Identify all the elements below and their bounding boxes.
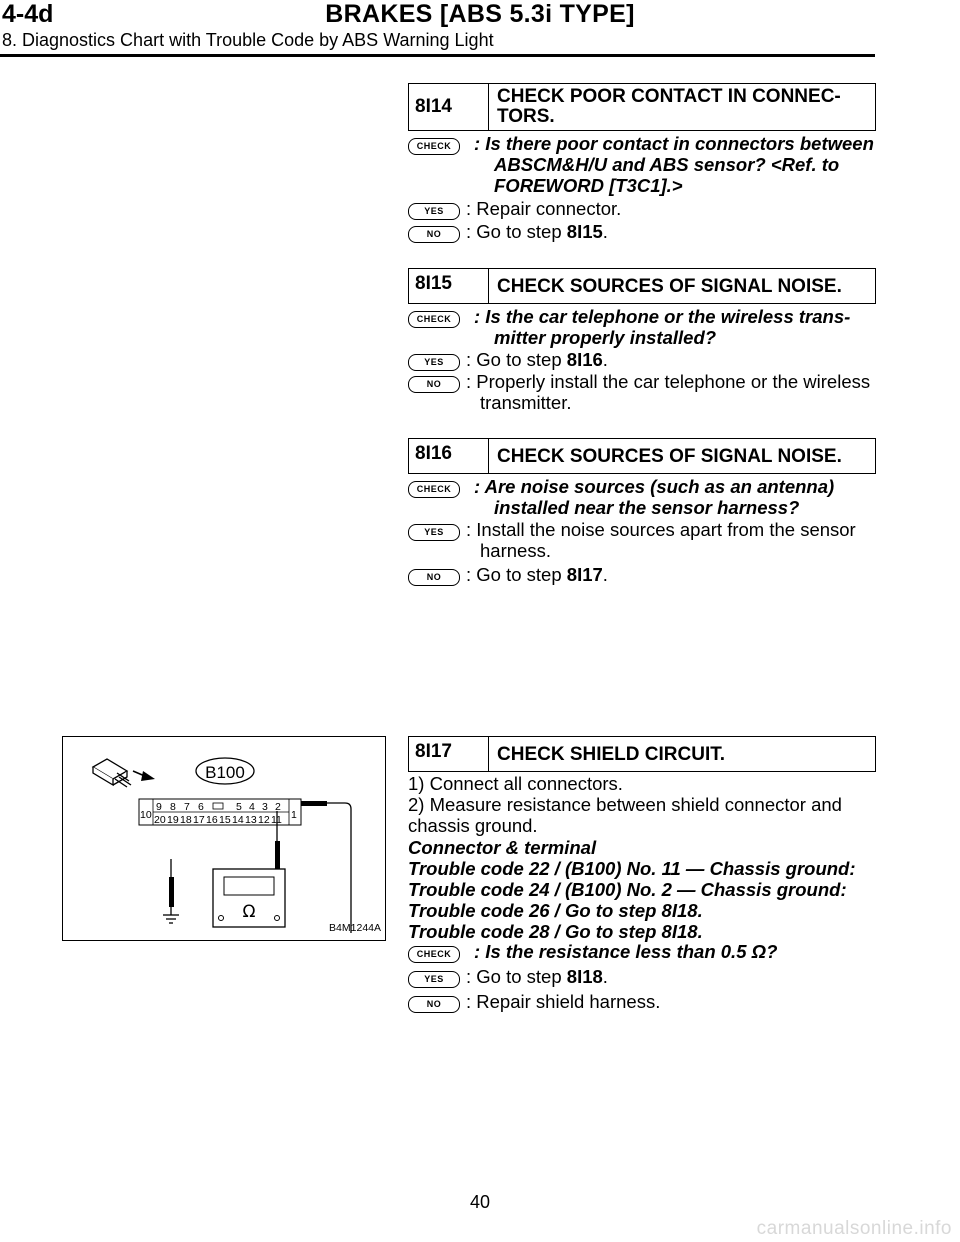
step-8i14-yes-answer: : Repair connector. bbox=[466, 198, 622, 219]
check-badge-icon: CHECK bbox=[408, 138, 460, 155]
yes-badge-icon: YES bbox=[408, 354, 460, 371]
wiring-diagram-figure bbox=[62, 736, 386, 941]
section-number: 4-4d bbox=[2, 0, 54, 28]
step-8i15-question-line1: : Is the car telephone or the wireless trans- bbox=[474, 306, 851, 327]
step-8i14-question-line2: ABSCM&H/U and ABS sensor? <Ref. to bbox=[494, 154, 840, 175]
pin-label: 11 bbox=[271, 814, 282, 826]
pin-label: 2 bbox=[275, 801, 281, 813]
step-8i17-question: : Is the resistance less than 0.5 Ω? bbox=[474, 941, 778, 962]
answer-prefix: : Go to step bbox=[466, 564, 567, 585]
step-8i16-yes-answer-line1: : Install the noise sources apart from the sensor bbox=[466, 519, 856, 540]
pin-label: 17 bbox=[193, 814, 205, 826]
answer-prefix: : Go to step bbox=[466, 349, 567, 370]
connector-terminal-heading: Connector & terminal bbox=[408, 837, 597, 858]
yes-badge-icon: YES bbox=[408, 971, 460, 988]
connector-label: B100 bbox=[205, 763, 245, 782]
step-8i17-instruction-1: 1) Connect all connectors. bbox=[408, 773, 623, 794]
step-8i17-yes-answer bbox=[466, 966, 878, 987]
pin-label: 3 bbox=[262, 801, 268, 813]
step-title-line2: TORS. bbox=[497, 106, 555, 127]
step-link-8i18[interactable]: 8I18 bbox=[566, 966, 603, 987]
step-link-8i15[interactable]: 8I15 bbox=[566, 221, 603, 242]
step-title-line1: CHECK POOR CONTACT IN CONNEC- bbox=[497, 86, 841, 107]
figure-code: B4M1244A bbox=[329, 922, 381, 934]
no-badge-icon: NO bbox=[408, 569, 460, 586]
pin-label: 12 bbox=[258, 814, 270, 826]
answer-suffix: . bbox=[602, 564, 608, 585]
step-title: CHECK SHIELD CIRCUIT. bbox=[497, 744, 726, 765]
pin-label: 20 bbox=[154, 814, 166, 826]
step-number: 8I14 bbox=[409, 84, 489, 130]
pin-label: 1 bbox=[291, 809, 297, 821]
check-badge-icon: CHECK bbox=[408, 311, 460, 328]
step-8i17-instruction-2-line2: chassis ground. bbox=[408, 815, 538, 836]
page-header bbox=[0, 0, 960, 60]
pin-label: 9 bbox=[156, 801, 162, 813]
pin-label: 10 bbox=[140, 809, 152, 821]
page-title: BRAKES [ABS 5.3i TYPE] bbox=[325, 0, 635, 28]
pin-label: 15 bbox=[219, 814, 231, 826]
check-badge-icon: CHECK bbox=[408, 481, 460, 498]
ground-icon bbox=[163, 915, 179, 923]
step-8i14-no-answer bbox=[466, 221, 878, 242]
step-8i16-yes-answer-line2: harness. bbox=[480, 540, 551, 561]
ohmmeter-icon bbox=[213, 869, 285, 927]
yes-badge-icon: YES bbox=[408, 524, 460, 541]
step-8i16-question-line1: : Are noise sources (such as an antenna) bbox=[474, 476, 835, 497]
trouble-code-line: Trouble code 26 / Go to step 8I18. bbox=[408, 900, 703, 921]
wiring-diagram bbox=[63, 737, 384, 939]
step-number: 8I17 bbox=[409, 737, 489, 771]
trouble-code-line: Trouble code 24 / (B100) No. 2 — Chassis ground: bbox=[408, 879, 847, 900]
step-8i17-no-answer: : Repair shield harness. bbox=[466, 991, 661, 1012]
pin-label: 18 bbox=[180, 814, 192, 826]
pin-label: 13 bbox=[245, 814, 257, 826]
step-8i15-question-line2: mitter properly installed? bbox=[494, 327, 717, 348]
check-badge-icon: CHECK bbox=[408, 946, 460, 963]
page-number: 40 bbox=[469, 1192, 491, 1212]
pin-label: 4 bbox=[249, 801, 255, 813]
step-number: 8I15 bbox=[409, 269, 489, 303]
pin-label: 7 bbox=[184, 801, 190, 813]
ohm-symbol: Ω bbox=[242, 902, 256, 922]
pin-label: 5 bbox=[236, 801, 242, 813]
answer-suffix: . bbox=[602, 966, 608, 987]
watermark: carmanualsonline.info bbox=[756, 1218, 952, 1239]
step-title: CHECK SOURCES OF SIGNAL NOISE. bbox=[497, 446, 842, 467]
answer-suffix: . bbox=[602, 221, 608, 242]
answer-suffix: . bbox=[602, 349, 608, 370]
step-link-8i16[interactable]: 8I16 bbox=[566, 349, 603, 370]
step-link-8i17[interactable]: 8I17 bbox=[566, 564, 603, 585]
trouble-code-line: Trouble code 28 / Go to step 8I18. bbox=[408, 921, 703, 942]
no-badge-icon: NO bbox=[408, 376, 460, 393]
step-8i15-box bbox=[408, 268, 876, 304]
step-8i16-question-line2: installed near the sensor harness? bbox=[494, 497, 800, 518]
step-8i15-yes-answer bbox=[466, 349, 878, 370]
step-number: 8I16 bbox=[409, 439, 489, 473]
step-8i14-question-line1: : Is there poor contact in connectors between bbox=[474, 133, 874, 154]
trouble-code-line: Trouble code 22 / (B100) No. 11 — Chassis ground: bbox=[408, 858, 856, 879]
answer-prefix: : Go to step bbox=[466, 966, 567, 987]
step-8i15-no-answer-line1: : Properly install the car telephone or the wireless bbox=[466, 371, 871, 392]
step-8i16-no-answer bbox=[466, 564, 878, 585]
connector-plug-icon bbox=[93, 759, 131, 787]
arrow-icon bbox=[133, 771, 155, 781]
step-title: CHECK SOURCES OF SIGNAL NOISE. bbox=[497, 276, 842, 297]
pin-label: 14 bbox=[232, 814, 244, 826]
no-badge-icon: NO bbox=[408, 226, 460, 243]
answer-prefix: : Go to step bbox=[466, 221, 567, 242]
no-badge-icon: NO bbox=[408, 996, 460, 1013]
step-8i16-box bbox=[408, 438, 876, 474]
pin-label: 6 bbox=[198, 801, 204, 813]
step-8i14-question-line3: FOREWORD [T3C1].> bbox=[494, 175, 683, 196]
step-8i17-instruction-2-line1: 2) Measure resistance between shield connector and bbox=[408, 794, 842, 815]
yes-badge-icon: YES bbox=[408, 203, 460, 220]
header-rule bbox=[0, 54, 875, 57]
pin-label: 8 bbox=[170, 801, 176, 813]
page-subtitle: 8. Diagnostics Chart with Trouble Code by ABS Warning Light bbox=[2, 30, 494, 50]
pin-label: 16 bbox=[206, 814, 218, 826]
step-8i17-box bbox=[408, 736, 876, 772]
step-8i15-no-answer-line2: transmitter. bbox=[480, 392, 572, 413]
pin-label: 19 bbox=[167, 814, 179, 826]
step-8i14-box bbox=[408, 83, 876, 131]
